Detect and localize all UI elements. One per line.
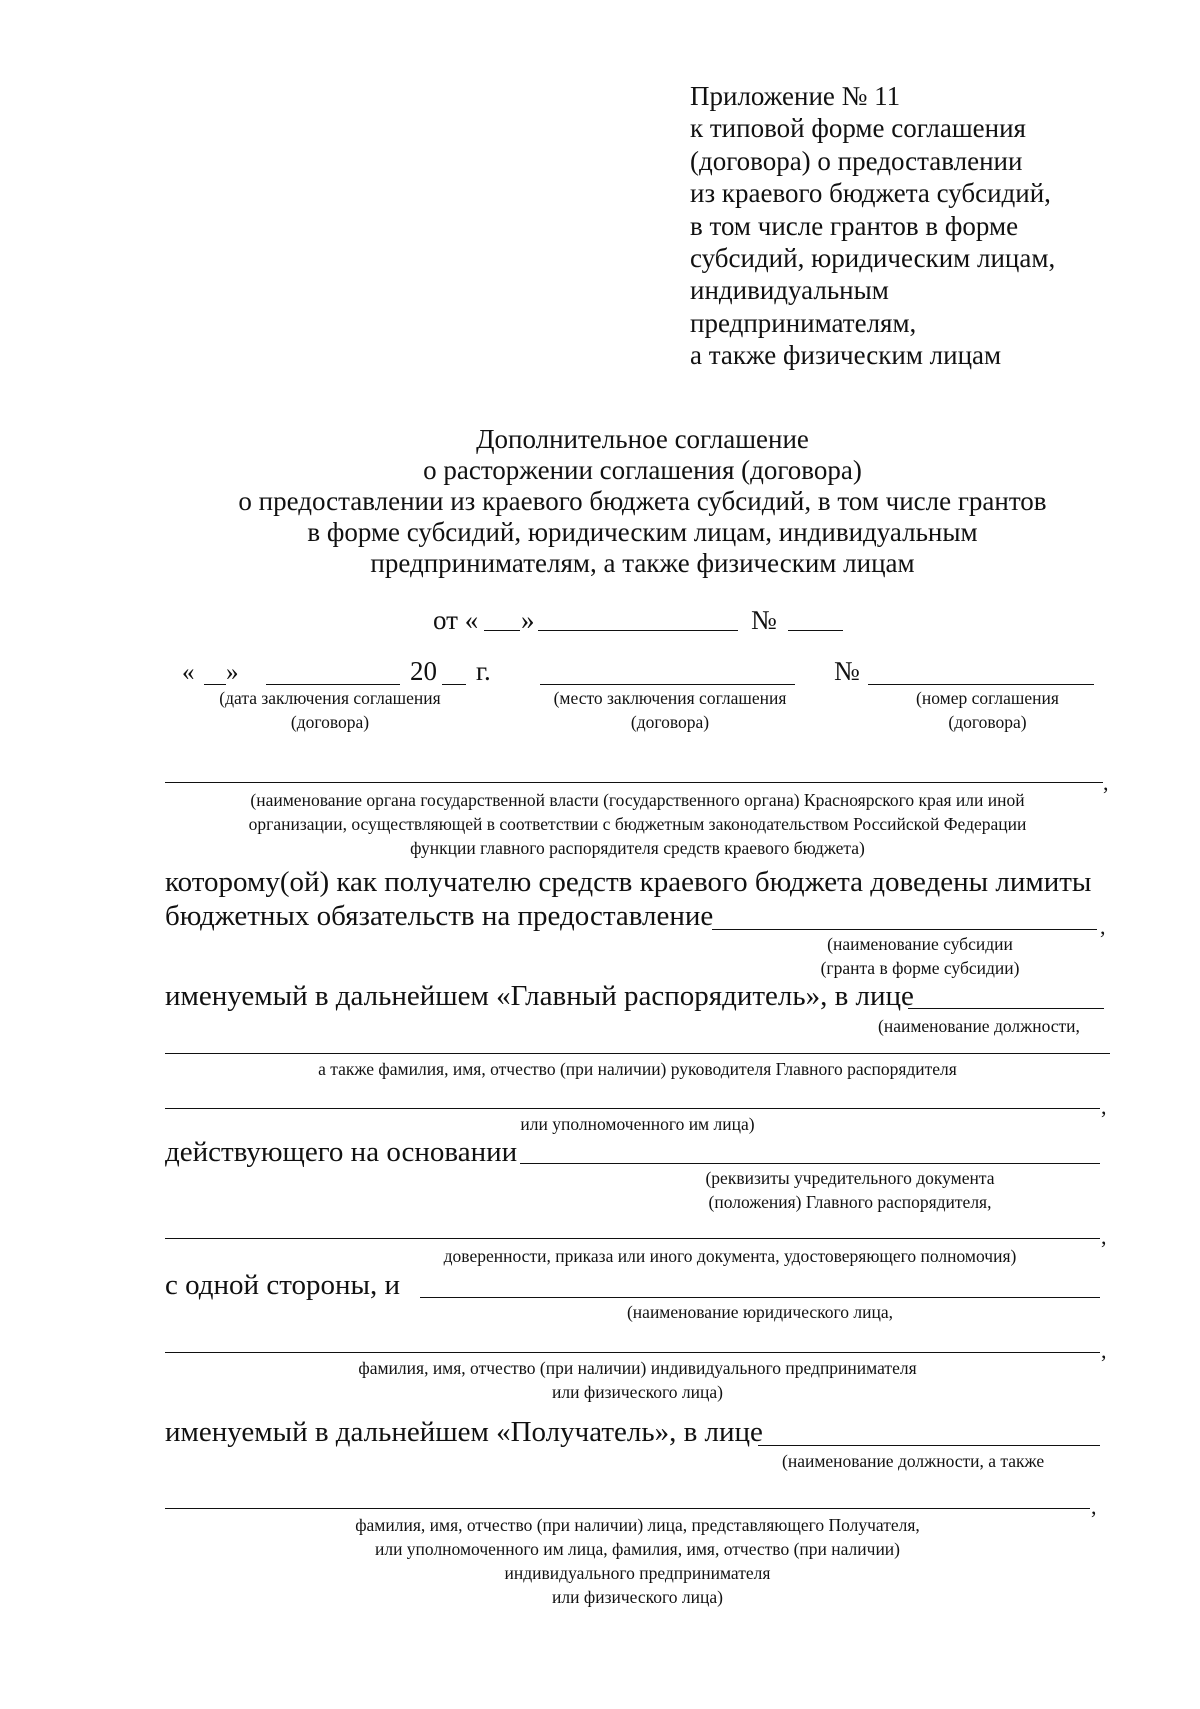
limits-line-1 <box>165 866 1110 899</box>
appendix-line: Приложение № 11 <box>690 81 901 111</box>
year-blank[interactable] <box>442 684 466 685</box>
basis-caption-3: доверенности, приказа или иного документа, удостоверяющего полномочия) <box>443 1246 1017 1266</box>
authority-name-blank[interactable] <box>165 782 1103 783</box>
caption-line: (договора) <box>290 712 370 732</box>
title-line: в форме субсидий, юридическим лицам, индивидуальным <box>307 517 978 547</box>
comma: , <box>1091 1494 1097 1519</box>
agreement-place-blank[interactable] <box>540 684 795 685</box>
quote-open: « <box>182 659 195 686</box>
year-suffix: г. <box>476 656 491 686</box>
recipient-name-blank-2[interactable] <box>165 1352 1100 1353</box>
month-blank[interactable] <box>538 630 738 631</box>
day-blank[interactable] <box>484 630 520 631</box>
agreement-number-blank[interactable] <box>868 684 1094 685</box>
number-blank[interactable] <box>788 630 843 631</box>
limits-text: которому(ой) как получателю средств краевого бюджета доведены лимиты <box>165 866 1092 898</box>
caption-line: организации, осуществляющей в соответствии с бюджетным законодательством Российской Федерации <box>248 814 1027 834</box>
quote-close: » <box>226 659 239 686</box>
comma: , <box>1103 770 1109 795</box>
caption-line: функции главного распорядителя средств краевого бюджета) <box>410 838 865 858</box>
appendix-line: субсидий, юридическим лицам, <box>690 242 1056 273</box>
caption-line: индивидуального предпринимателя <box>504 1563 771 1583</box>
place-caption <box>525 686 815 734</box>
chief-rep-blank[interactable] <box>908 1008 1104 1009</box>
side-text: с одной стороны, и <box>165 1269 401 1301</box>
limits-line-2: бюджетных обязательств на предоставление <box>165 900 714 932</box>
appendix-block <box>690 80 1055 372</box>
caption-line: (наименование субсидии <box>827 934 1013 954</box>
title-line: предпринимателям, а также физическим лицам <box>370 548 915 578</box>
caption-line: (место заключения соглашения <box>553 688 787 708</box>
caption-line: (гранта в форме субсидии) <box>820 958 1020 978</box>
year-prefix: 20 <box>410 656 437 686</box>
chief-caption-1: (наименование должности, <box>878 1016 1080 1036</box>
comma: , <box>1100 914 1106 939</box>
comma: , <box>1101 1338 1107 1363</box>
comma: , <box>1101 1224 1107 1249</box>
authority-caption <box>165 788 1110 860</box>
recipient-rep-caption-1: (наименование должности, а также <box>782 1451 1045 1471</box>
agreement-number-sign: № <box>834 656 860 686</box>
title-line: о расторжении соглашения (договора) <box>423 455 862 485</box>
basis-caption <box>665 1166 1035 1214</box>
date-from-label: от « <box>433 605 479 635</box>
title-line: Дополнительное соглашение <box>476 424 809 454</box>
recipient-rep-blank[interactable] <box>758 1445 1100 1446</box>
comma: , <box>1101 1094 1107 1119</box>
appendix-line: в том числе грантов в форме <box>690 210 1019 241</box>
chief-caption-3: или уполномоченного им лица) <box>520 1114 755 1134</box>
date-caption <box>190 686 470 734</box>
recipient-caption-1: (наименование юридического лица, <box>626 1302 894 1322</box>
number-sign: № <box>751 605 777 635</box>
caption-line: (наименование органа государственной власти (государственного органа) Красноярского края или иной <box>250 790 1025 810</box>
caption-line: (положения) Главного распорядителя, <box>708 1192 992 1212</box>
chief-text: именуемый в дальнейшем «Главный распорядитель», в лице <box>165 980 914 1012</box>
chief-rep-blank-3[interactable] <box>165 1108 1100 1109</box>
title-line: о предоставлении из краевого бюджета субсидий, в том числе грантов <box>238 486 1047 516</box>
basis-blank[interactable] <box>520 1163 1100 1164</box>
appendix-line: а также физическим лицам <box>690 340 1002 371</box>
caption-line: фамилия, имя, отчество (при наличии) лица, представляющего Получателя, <box>355 1515 920 1535</box>
appendix-line: (договора) о предоставлении <box>690 145 1023 176</box>
basis-blank-2[interactable] <box>165 1238 1100 1239</box>
caption-line: (договора) <box>630 712 710 732</box>
chief-rep-blank-2[interactable] <box>165 1053 1110 1054</box>
caption-line: (номер соглашения <box>916 688 1059 708</box>
agreement-month-blank[interactable] <box>266 684 400 685</box>
agreement-day-blank[interactable] <box>204 684 226 685</box>
appendix-line: к типовой форме соглашения <box>690 113 1026 144</box>
number-caption <box>880 686 1095 734</box>
caption-line: или уполномоченного им лица, фамилия, имя, отчество (при наличии) <box>374 1539 901 1559</box>
caption-line: (реквизиты учредительного документа <box>705 1168 995 1188</box>
caption-line: или физического лица) <box>552 1382 723 1402</box>
basis-text: действующего на основании <box>165 1136 518 1168</box>
caption-line: (договора) <box>948 712 1027 732</box>
recipient-caption-2 <box>165 1356 1110 1404</box>
caption-line: (дата заключения соглашения <box>219 688 441 708</box>
appendix-line: предпринимателям, <box>690 307 917 338</box>
subsidy-caption <box>780 932 1060 980</box>
document-title <box>150 424 1135 579</box>
recipient-text: именуемый в дальнейшем «Получатель», в лице <box>165 1416 763 1448</box>
chief-caption-2: а также фамилия, имя, отчество (при наличии) руководителя Главного распорядителя <box>318 1059 957 1079</box>
caption-line: или физического лица) <box>552 1587 723 1607</box>
caption-line: фамилия, имя, отчество (при наличии) индивидуального предпринимателя <box>358 1358 917 1378</box>
appendix-line: из краевого бюджета субсидий, <box>690 178 1051 209</box>
recipient-rep-blank-2[interactable] <box>165 1508 1090 1509</box>
recipient-rep-caption-2 <box>165 1513 1110 1609</box>
subsidy-name-blank[interactable] <box>712 929 1097 930</box>
recipient-name-blank[interactable] <box>420 1297 1100 1298</box>
quote-close: » <box>521 605 535 635</box>
appendix-line: индивидуальным <box>690 275 889 306</box>
